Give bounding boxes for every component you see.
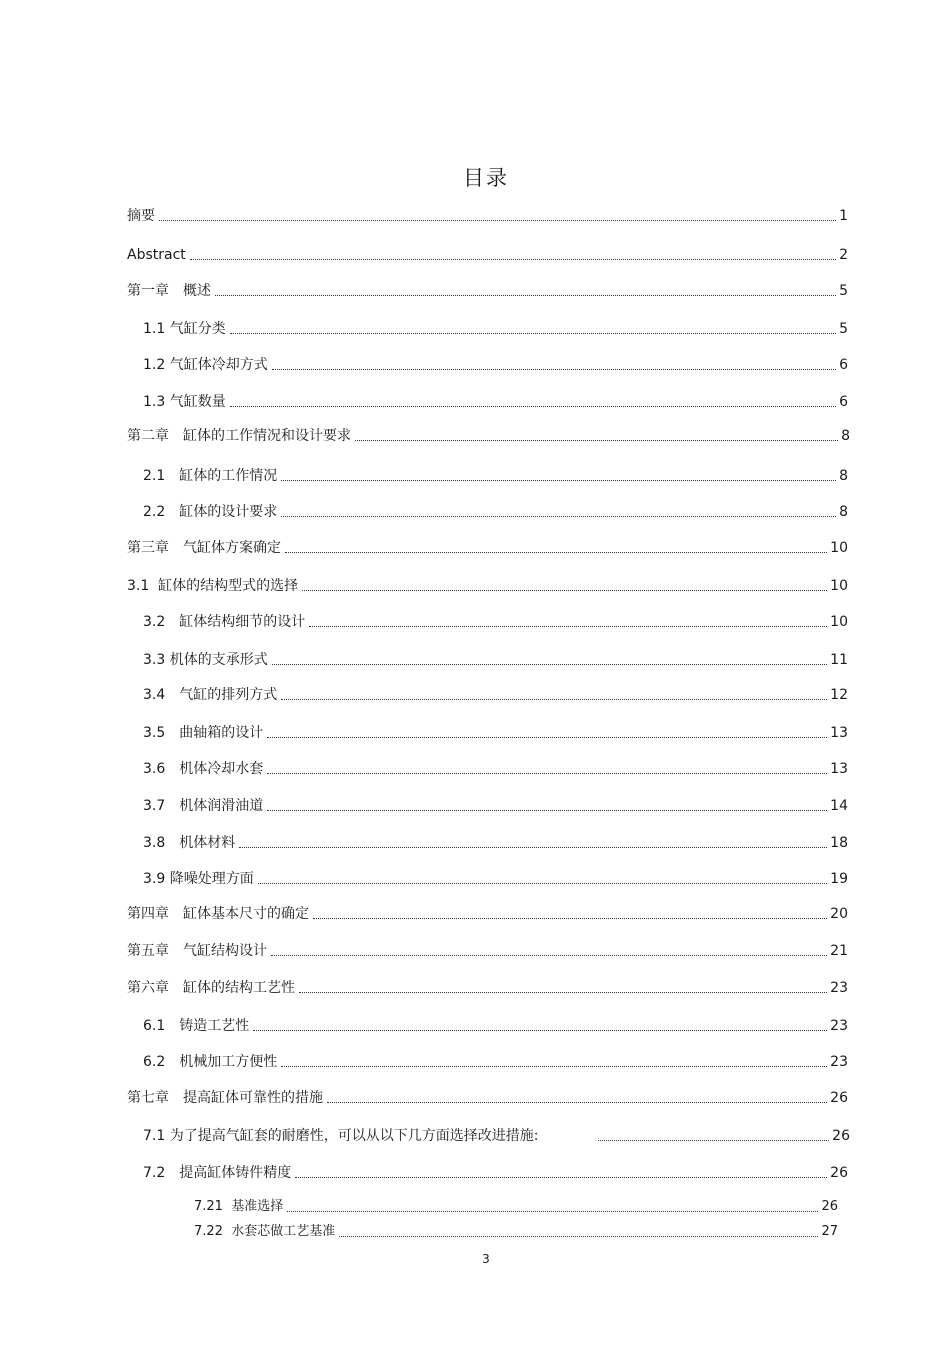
toc-entry-label: 3.8 机体材料 bbox=[143, 835, 236, 851]
toc-entry[interactable] bbox=[143, 612, 848, 630]
toc-entry-label: 第三章 气缸体方案确定 bbox=[127, 540, 281, 556]
toc-entry[interactable] bbox=[143, 723, 848, 741]
toc-dot-leader bbox=[281, 1065, 827, 1067]
toc-entry-label: 3.5 曲轴箱的设计 bbox=[143, 725, 264, 741]
toc-entry-page: 19 bbox=[830, 871, 848, 887]
toc-entry[interactable] bbox=[143, 650, 848, 668]
toc-entry-label: 6.1 铸造工艺性 bbox=[143, 1018, 250, 1034]
toc-entry-page: 14 bbox=[830, 798, 848, 814]
toc-dot-leader bbox=[355, 439, 838, 441]
toc-entry[interactable] bbox=[143, 355, 848, 373]
toc-dot-leader bbox=[287, 1210, 818, 1212]
toc-dot-leader bbox=[159, 219, 836, 221]
toc-entry-page: 27 bbox=[821, 1224, 838, 1239]
toc-entry-label: 2.2 缸体的设计要求 bbox=[143, 504, 278, 520]
toc-dot-leader bbox=[239, 846, 827, 848]
toc-entry[interactable] bbox=[127, 1088, 848, 1106]
toc-entry-label: 第六章 缸体的结构工艺性 bbox=[127, 980, 295, 996]
toc-dot-leader bbox=[253, 1029, 827, 1031]
toc-entry-page: 2 bbox=[839, 247, 848, 263]
toc-entry[interactable] bbox=[194, 1197, 838, 1215]
toc-dot-leader bbox=[190, 258, 836, 260]
toc-entry-page: 5 bbox=[839, 283, 848, 299]
toc-entry[interactable] bbox=[127, 576, 848, 594]
page-number: 3 bbox=[482, 1252, 490, 1266]
toc-entry-page: 18 bbox=[830, 835, 848, 851]
toc-entry-page: 23 bbox=[830, 980, 848, 996]
toc-entry[interactable] bbox=[127, 904, 848, 922]
toc-dot-leader bbox=[258, 882, 827, 884]
toc-entry[interactable] bbox=[143, 869, 848, 887]
toc-dot-leader bbox=[327, 1101, 827, 1103]
toc-entry-page: 26 bbox=[830, 1090, 848, 1106]
toc-entry-page: 10 bbox=[830, 540, 848, 556]
toc-entry-page: 13 bbox=[830, 725, 848, 741]
toc-dot-leader bbox=[281, 698, 827, 700]
toc-dot-leader bbox=[230, 405, 836, 407]
toc-dot-leader bbox=[285, 551, 827, 553]
toc-entry-label: 7.21 基准选择 bbox=[194, 1199, 284, 1214]
toc-entry[interactable] bbox=[143, 796, 848, 814]
toc-entry[interactable] bbox=[127, 281, 848, 299]
toc-entry-page: 12 bbox=[830, 687, 848, 703]
toc-dot-leader bbox=[313, 917, 827, 919]
toc-dot-leader bbox=[309, 625, 827, 627]
toc-entry-label: 第一章 概述 bbox=[127, 283, 211, 299]
toc-entry-page: 11 bbox=[830, 652, 848, 668]
toc-entry-label: 1.2 气缸体冷却方式 bbox=[143, 357, 268, 373]
toc-entry-label: 3.9 降噪处理方面 bbox=[143, 871, 254, 887]
toc-dot-leader bbox=[299, 991, 827, 993]
toc-entry-page: 8 bbox=[839, 468, 848, 484]
toc-dot-leader bbox=[295, 1176, 827, 1178]
toc-entry-page: 26 bbox=[830, 1165, 848, 1181]
toc-entry-label: 7.1 为了提高气缸套的耐磨性，可以从以下几方面选择改进措施: bbox=[143, 1128, 539, 1144]
toc-dot-leader bbox=[339, 1235, 818, 1237]
toc-entry-label: 7.2 提高缸体铸件精度 bbox=[143, 1165, 292, 1181]
toc-dot-leader bbox=[598, 1139, 829, 1141]
toc-entry[interactable] bbox=[143, 319, 848, 337]
toc-entry[interactable] bbox=[143, 1016, 848, 1034]
toc-entry-page: 6 bbox=[839, 394, 848, 410]
toc-entry[interactable] bbox=[143, 466, 848, 484]
toc-dot-leader bbox=[281, 515, 836, 517]
toc-entry[interactable] bbox=[127, 245, 848, 263]
toc-entry[interactable] bbox=[194, 1222, 838, 1240]
toc-entry[interactable] bbox=[127, 206, 848, 224]
toc-dot-leader bbox=[281, 479, 836, 481]
toc-entry-label: 3.1 缸体的结构型式的选择 bbox=[127, 578, 299, 594]
toc-dot-leader bbox=[271, 954, 827, 956]
toc-entry[interactable] bbox=[143, 1163, 848, 1181]
toc-entry-page: 13 bbox=[830, 761, 848, 777]
toc-entry-label: Abstract bbox=[127, 247, 186, 263]
toc-entry-page: 5 bbox=[839, 321, 848, 337]
toc-entry[interactable] bbox=[143, 759, 848, 777]
toc-dot-leader bbox=[230, 332, 836, 334]
toc-entry[interactable] bbox=[143, 1052, 848, 1070]
toc-entry-label: 1.3 气缸数量 bbox=[143, 394, 226, 410]
toc-entry-page: 26 bbox=[832, 1128, 850, 1144]
toc-dot-leader bbox=[267, 772, 827, 774]
toc-entry-label: 第二章 缸体的工作情况和设计要求 bbox=[127, 428, 351, 444]
toc-entry-label: 6.2 机械加工方便性 bbox=[143, 1054, 278, 1070]
toc-title: 目录 bbox=[463, 166, 509, 190]
toc-entry-label: 第四章 缸体基本尺寸的确定 bbox=[127, 906, 309, 922]
toc-entry[interactable] bbox=[143, 685, 848, 703]
toc-entry-page: 23 bbox=[830, 1018, 848, 1034]
toc-entry-label: 摘要 bbox=[127, 208, 155, 224]
toc-entry-page: 20 bbox=[830, 906, 848, 922]
toc-dot-leader bbox=[267, 736, 827, 738]
toc-entry-page: 8 bbox=[839, 504, 848, 520]
toc-dot-leader bbox=[267, 809, 827, 811]
toc-entry-label: 7.22 水套芯做工艺基准 bbox=[194, 1224, 336, 1239]
toc-entry-label: 2.1 缸体的工作情况 bbox=[143, 468, 278, 484]
toc-entry-page: 1 bbox=[839, 208, 848, 224]
toc-entry-label: 第五章 气缸结构设计 bbox=[127, 943, 267, 959]
toc-entry-page: 23 bbox=[830, 1054, 848, 1070]
toc-entry-page: 21 bbox=[830, 943, 848, 959]
toc-entry[interactable] bbox=[127, 941, 848, 959]
toc-entry-page: 10 bbox=[830, 614, 848, 630]
toc-entry[interactable] bbox=[127, 426, 850, 444]
toc-entry-label: 第七章 提高缸体可靠性的措施 bbox=[127, 1090, 323, 1106]
toc-entry[interactable] bbox=[127, 538, 848, 556]
toc-entry-page: 10 bbox=[830, 578, 848, 594]
toc-entry[interactable] bbox=[143, 833, 848, 851]
toc-entry-page: 6 bbox=[839, 357, 848, 373]
toc-dot-leader bbox=[272, 663, 827, 665]
toc-entry-page: 26 bbox=[821, 1199, 838, 1214]
toc-entry[interactable] bbox=[143, 502, 848, 520]
toc-entry[interactable] bbox=[143, 1126, 850, 1144]
toc-entry[interactable] bbox=[143, 392, 848, 410]
toc-entry-page: 8 bbox=[841, 428, 850, 444]
toc-entry[interactable] bbox=[127, 978, 848, 996]
toc-dot-leader bbox=[272, 368, 836, 370]
toc-entry-label: 3.7 机体润滑油道 bbox=[143, 798, 264, 814]
toc-entry-label: 3.4 气缸的排列方式 bbox=[143, 687, 278, 703]
toc-dot-leader bbox=[302, 589, 827, 591]
toc-entry-label: 3.6 机体冷却水套 bbox=[143, 761, 264, 777]
toc-entry-label: 3.3 机体的支承形式 bbox=[143, 652, 268, 668]
toc-entry-label: 3.2 缸体结构细节的设计 bbox=[143, 614, 306, 630]
toc-entry-label: 1.1 气缸分类 bbox=[143, 321, 226, 337]
toc-dot-leader bbox=[215, 294, 836, 296]
